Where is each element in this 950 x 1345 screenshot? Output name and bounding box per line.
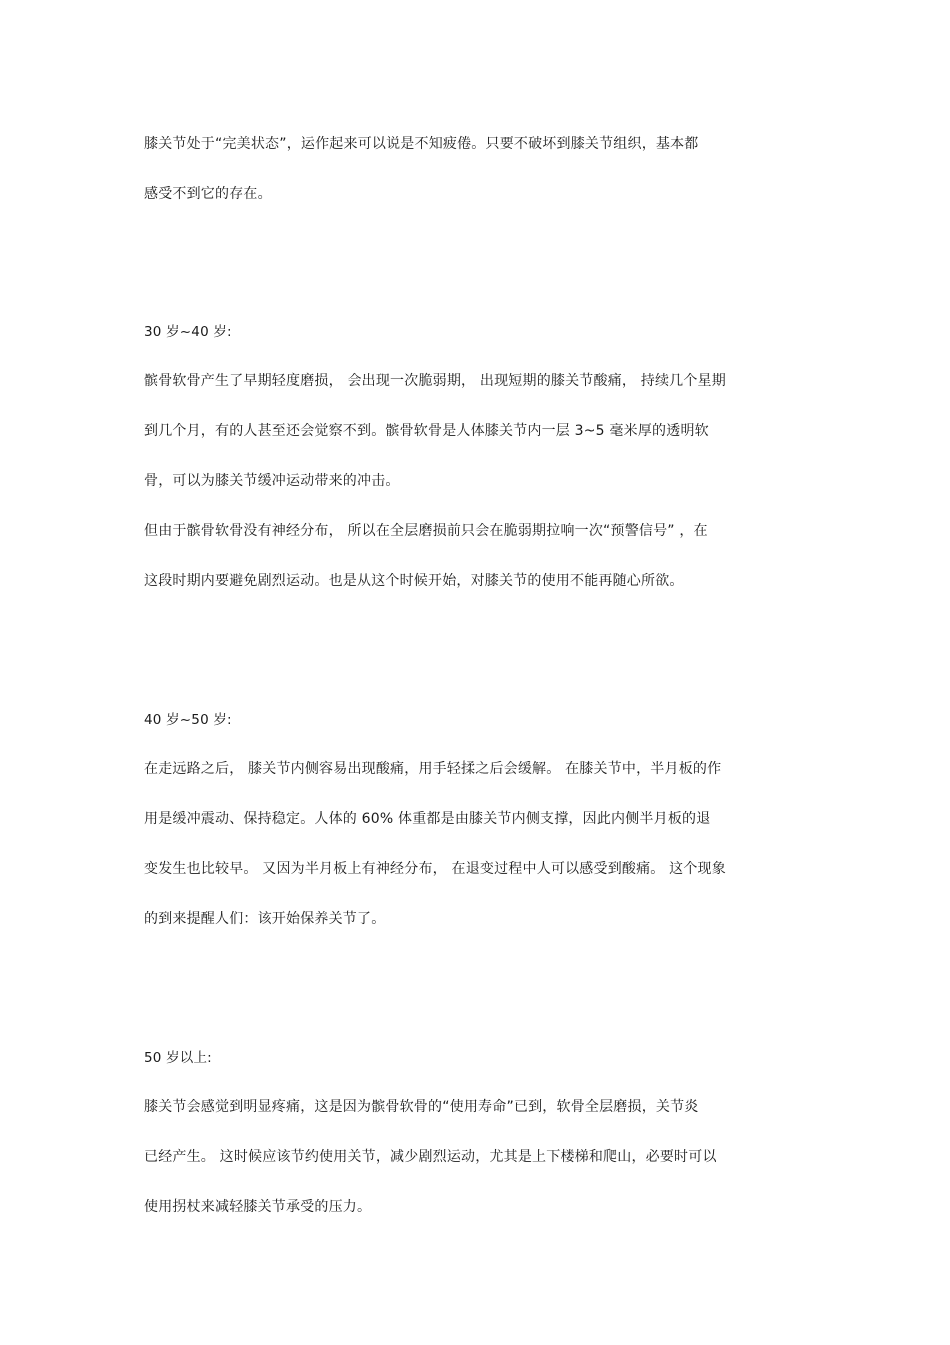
intro-line-2: 感受不到它的存在。 — [144, 186, 272, 202]
section-heading-50-plus: 50 岁以上: — [144, 1050, 212, 1066]
section-heading-30-40: 30 岁~40 岁: — [144, 324, 232, 340]
section-30-40-line-1: 髌骨软骨产生了早期轻度磨损， 会出现一次脆弱期， 出现短期的膝关节酸痛， 持续几个星期 — [144, 373, 726, 389]
section-50-plus-line-3: 使用拐杖来减轻膝关节承受的压力。 — [144, 1199, 372, 1215]
section-40-50-line-3: 变发生也比较早。 又因为半月板上有神经分布， 在退变过程中人可以感受到酸痛。 这个现象 — [144, 861, 726, 877]
section-40-50-line-4: 的到来提醒人们：该开始保养关节了。 — [144, 911, 386, 927]
section-40-50-line-2: 用是缓冲震动、保持稳定。人体的 60% 体重都是由膝关节内侧支撑，因此内侧半月板的退 — [144, 811, 711, 827]
section-30-40-line-4: 但由于髌骨软骨没有神经分布， 所以在全层磨损前只会在脆弱期拉响一次“预警信号” ，在 — [144, 523, 708, 539]
section-heading-40-50: 40 岁~50 岁: — [144, 712, 232, 728]
section-50-plus-line-1: 膝关节会感觉到明显疼痛，这是因为髌骨软骨的“使用寿命”已到，软骨全层磨损，关节炎 — [144, 1099, 699, 1115]
section-50-plus-line-2: 已经产生。 这时候应该节约使用关节，减少剧烈运动，尤其是上下楼梯和爬山，必要时可以 — [144, 1149, 717, 1165]
section-30-40-line-5: 这段时期内要避免剧烈运动。也是从这个时候开始，对膝关节的使用不能再随心所欲。 — [144, 573, 684, 589]
intro-line-1: 膝关节处于“完美状态”，运作起来可以说是不知疲倦。只要不破坏到膝关节组织，基本都 — [144, 136, 699, 152]
section-30-40-line-3: 骨，可以为膝关节缓冲运动带来的冲击。 — [144, 473, 400, 489]
section-40-50-line-1: 在走远路之后， 膝关节内侧容易出现酸痛，用手轻揉之后会缓解。 在膝关节中，半月板的作 — [144, 761, 722, 777]
section-30-40-line-2: 到几个月，有的人甚至还会觉察不到。髌骨软骨是人体膝关节内一层 3~5 毫米厚的透明软 — [144, 423, 709, 439]
